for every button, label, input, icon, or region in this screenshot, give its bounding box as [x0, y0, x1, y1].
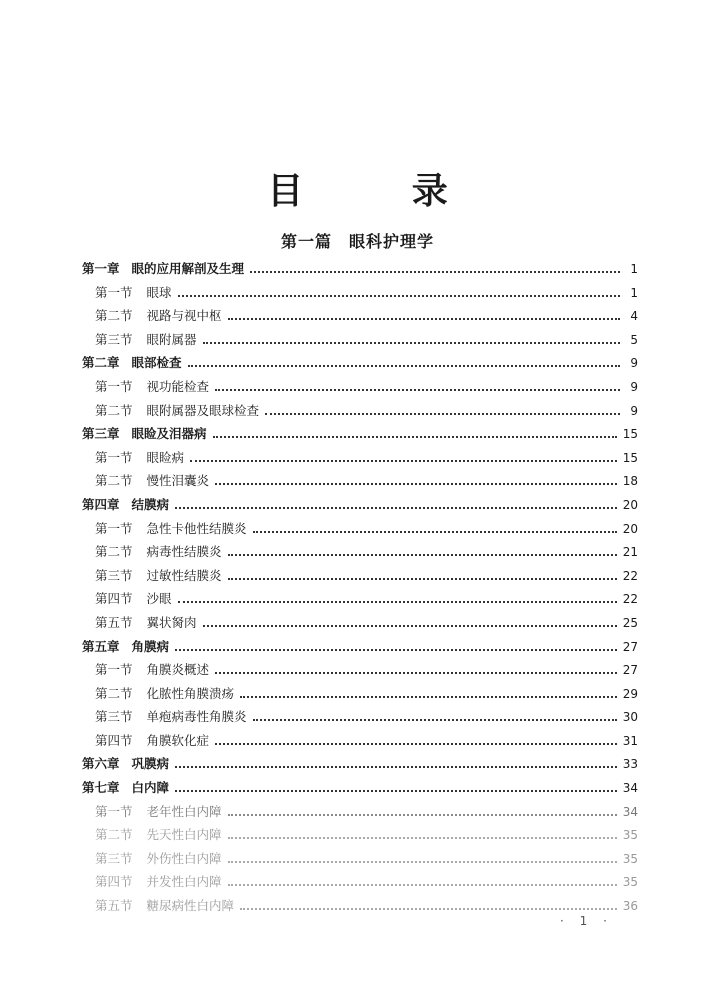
toc-entry-title: 过敏性结膜炎 [146, 567, 222, 583]
toc-entry-page-number: 34 [622, 804, 638, 819]
toc-section-entry[interactable] [82, 731, 638, 755]
toc-entry-title: 并发性白内障 [146, 874, 222, 890]
toc-entry-page-number: 21 [622, 545, 638, 560]
toc-section-entry[interactable] [82, 542, 638, 566]
toc-entry-number: 第三节 [95, 709, 133, 725]
toc-entry-number: 第六章 [82, 756, 120, 772]
toc-entry-title: 视路与视中枢 [146, 308, 222, 324]
table-of-contents [82, 259, 638, 920]
toc-chapter-entry[interactable] [82, 495, 638, 519]
dot-leader [228, 836, 617, 839]
toc-entry-title: 白内障 [131, 780, 170, 796]
toc-entry-title: 外伤性白内障 [146, 850, 222, 866]
toc-entry-page-number: 27 [622, 639, 638, 654]
toc-entry-page-number: 36 [622, 899, 638, 914]
page-title: 目 录 [267, 170, 496, 212]
toc-chapter-entry[interactable] [82, 259, 638, 283]
dot-leader [175, 765, 617, 768]
toc-entry-page-number: 5 [630, 332, 638, 347]
toc-entry-page-number: 29 [622, 686, 638, 701]
dot-leader [240, 695, 617, 698]
toc-chapter-entry[interactable] [82, 754, 638, 778]
dot-leader [240, 907, 617, 910]
toc-entry-title: 翼状胬肉 [146, 614, 197, 630]
toc-entry-number: 第四章 [82, 496, 120, 512]
toc-entry-title: 沙眼 [146, 591, 172, 607]
dot-leader [228, 860, 617, 863]
toc-entry-page-number: 15 [622, 450, 638, 465]
toc-entry-title: 角膜软化症 [146, 732, 210, 748]
toc-entry-number: 第五章 [82, 638, 120, 654]
toc-section-entry[interactable] [82, 849, 638, 873]
toc-section-entry[interactable] [82, 872, 638, 896]
toc-entry-title: 眼睑病 [146, 449, 185, 465]
toc-section-entry[interactable] [82, 589, 638, 613]
dot-leader [178, 600, 617, 603]
toc-entry-title: 眼部检查 [131, 355, 182, 371]
toc-entry-number: 第二节 [95, 402, 133, 418]
dot-leader [188, 364, 620, 367]
dot-leader [228, 317, 620, 320]
dot-leader [190, 459, 617, 462]
toc-section-entry[interactable] [82, 660, 638, 684]
toc-entry-page-number: 33 [622, 757, 638, 772]
toc-entry-title: 化脓性角膜溃疡 [146, 685, 235, 701]
dot-leader [250, 270, 620, 273]
toc-entry-number: 第七章 [82, 780, 120, 796]
toc-entry-number: 第五节 [95, 614, 133, 630]
dot-leader [228, 577, 617, 580]
toc-entry-title: 急性卡他性结膜炎 [146, 520, 247, 536]
toc-entry-page-number: 20 [622, 521, 638, 536]
toc-section-entry[interactable] [82, 566, 638, 590]
toc-entry-title: 糖尿病性白内障 [146, 898, 235, 914]
toc-entry-number: 第二节 [95, 685, 133, 701]
dot-leader [175, 506, 617, 509]
toc-entry-page-number: 18 [622, 474, 638, 489]
toc-section-entry[interactable] [82, 401, 638, 425]
toc-entry-title: 巩膜病 [131, 756, 170, 772]
dot-leader [203, 341, 620, 344]
toc-entry-number: 第三节 [95, 850, 133, 866]
part-title: 第一篇 眼科护理学 [280, 232, 434, 251]
toc-chapter-entry[interactable] [82, 637, 638, 661]
toc-entry-page-number: 1 [630, 262, 638, 276]
toc-chapter-entry[interactable] [82, 424, 638, 448]
toc-section-entry[interactable] [82, 283, 638, 307]
toc-section-entry[interactable] [82, 448, 638, 472]
dot-leader [228, 553, 617, 556]
toc-entry-title: 眼的应用解剖及生理 [131, 261, 245, 276]
toc-entry-number: 第二节 [95, 308, 133, 324]
dot-leader [228, 883, 617, 886]
toc-entry-title: 先天性白内障 [146, 827, 222, 843]
toc-entry-number: 第三章 [82, 426, 120, 442]
toc-section-entry[interactable] [82, 330, 638, 354]
toc-entry-page-number: 34 [622, 781, 638, 796]
toc-entry-page-number: 9 [630, 356, 638, 371]
toc-entry-page-number: 35 [622, 875, 638, 890]
toc-section-entry[interactable] [82, 684, 638, 708]
toc-entry-number: 第三节 [95, 567, 133, 583]
dot-leader [175, 789, 617, 792]
toc-entry-title: 眼附属器及眼球检查 [146, 402, 260, 418]
page-folio: · 1 · [560, 914, 613, 928]
toc-entry-title: 眼附属器 [146, 331, 197, 347]
toc-entry-number: 第一节 [95, 449, 133, 465]
dot-leader [203, 624, 617, 627]
toc-entry-title: 角膜病 [131, 638, 170, 654]
toc-entry-number: 第四节 [95, 874, 133, 890]
toc-section-entry[interactable] [82, 825, 638, 849]
toc-entry-number: 第一节 [95, 284, 133, 300]
toc-entry-number: 第二章 [82, 355, 120, 371]
toc-section-entry[interactable] [82, 377, 638, 401]
toc-entry-page-number: 1 [630, 285, 638, 300]
toc-entry-number: 第四节 [95, 732, 133, 748]
toc-entry-title: 慢性泪囊炎 [146, 473, 210, 489]
dot-leader [215, 482, 617, 485]
toc-entry-title: 眼睑及泪器病 [131, 426, 207, 442]
toc-entry-title: 老年性白内障 [146, 803, 222, 819]
toc-entry-title: 视功能检查 [146, 378, 210, 394]
toc-entry-number: 第五节 [95, 898, 133, 914]
toc-entry-title: 眼球 [146, 284, 172, 300]
toc-entry-page-number: 27 [622, 663, 638, 678]
toc-section-entry[interactable] [82, 896, 638, 920]
toc-entry-page-number: 25 [622, 615, 638, 630]
dot-leader [253, 530, 617, 533]
toc-section-entry[interactable] [82, 306, 638, 330]
toc-section-entry[interactable] [82, 802, 638, 826]
toc-entry-number: 第一节 [95, 520, 133, 536]
toc-entry-page-number: 22 [622, 568, 638, 583]
dot-leader [175, 648, 617, 651]
toc-chapter-entry[interactable] [82, 353, 638, 377]
dot-leader [178, 294, 620, 297]
toc-entry-page-number: 31 [622, 733, 638, 748]
toc-entry-title: 角膜炎概述 [146, 662, 210, 678]
toc-entry-page-number: 9 [630, 379, 638, 394]
toc-entry-page-number: 35 [622, 851, 638, 866]
toc-entry-page-number: 35 [622, 828, 638, 843]
toc-section-entry[interactable] [82, 519, 638, 543]
toc-entry-title: 单疱病毒性角膜炎 [146, 709, 247, 725]
toc-entry-number: 第二节 [95, 827, 133, 843]
toc-entry-title: 病毒性结膜炎 [146, 544, 222, 560]
dot-leader [215, 742, 617, 745]
toc-entry-page-number: 22 [622, 592, 638, 607]
toc-entry-number: 第一节 [95, 378, 133, 394]
dot-leader [215, 671, 617, 674]
toc-chapter-entry[interactable] [82, 778, 638, 802]
dot-leader [215, 388, 620, 391]
toc-entry-number: 第一节 [95, 662, 133, 678]
toc-entry-page-number: 20 [622, 497, 638, 512]
toc-entry-page-number: 30 [622, 710, 638, 725]
toc-entry-number: 第二节 [95, 544, 133, 560]
toc-entry-number: 第三节 [95, 331, 133, 347]
toc-entry-title: 结膜病 [131, 496, 170, 512]
toc-section-entry[interactable] [82, 471, 638, 495]
toc-entry-page-number: 4 [630, 309, 638, 324]
toc-entry-number: 第二节 [95, 473, 133, 489]
toc-section-entry[interactable] [82, 707, 638, 731]
dot-leader [253, 718, 617, 721]
toc-entry-number: 第一节 [95, 803, 133, 819]
toc-section-entry[interactable] [82, 613, 638, 637]
dot-leader [228, 813, 617, 816]
toc-entry-number: 第四节 [95, 591, 133, 607]
toc-entry-page-number: 9 [630, 403, 638, 418]
toc-entry-number: 第一章 [82, 261, 120, 276]
dot-leader [213, 435, 617, 438]
toc-entry-page-number: 15 [622, 427, 638, 442]
dot-leader [265, 412, 620, 415]
